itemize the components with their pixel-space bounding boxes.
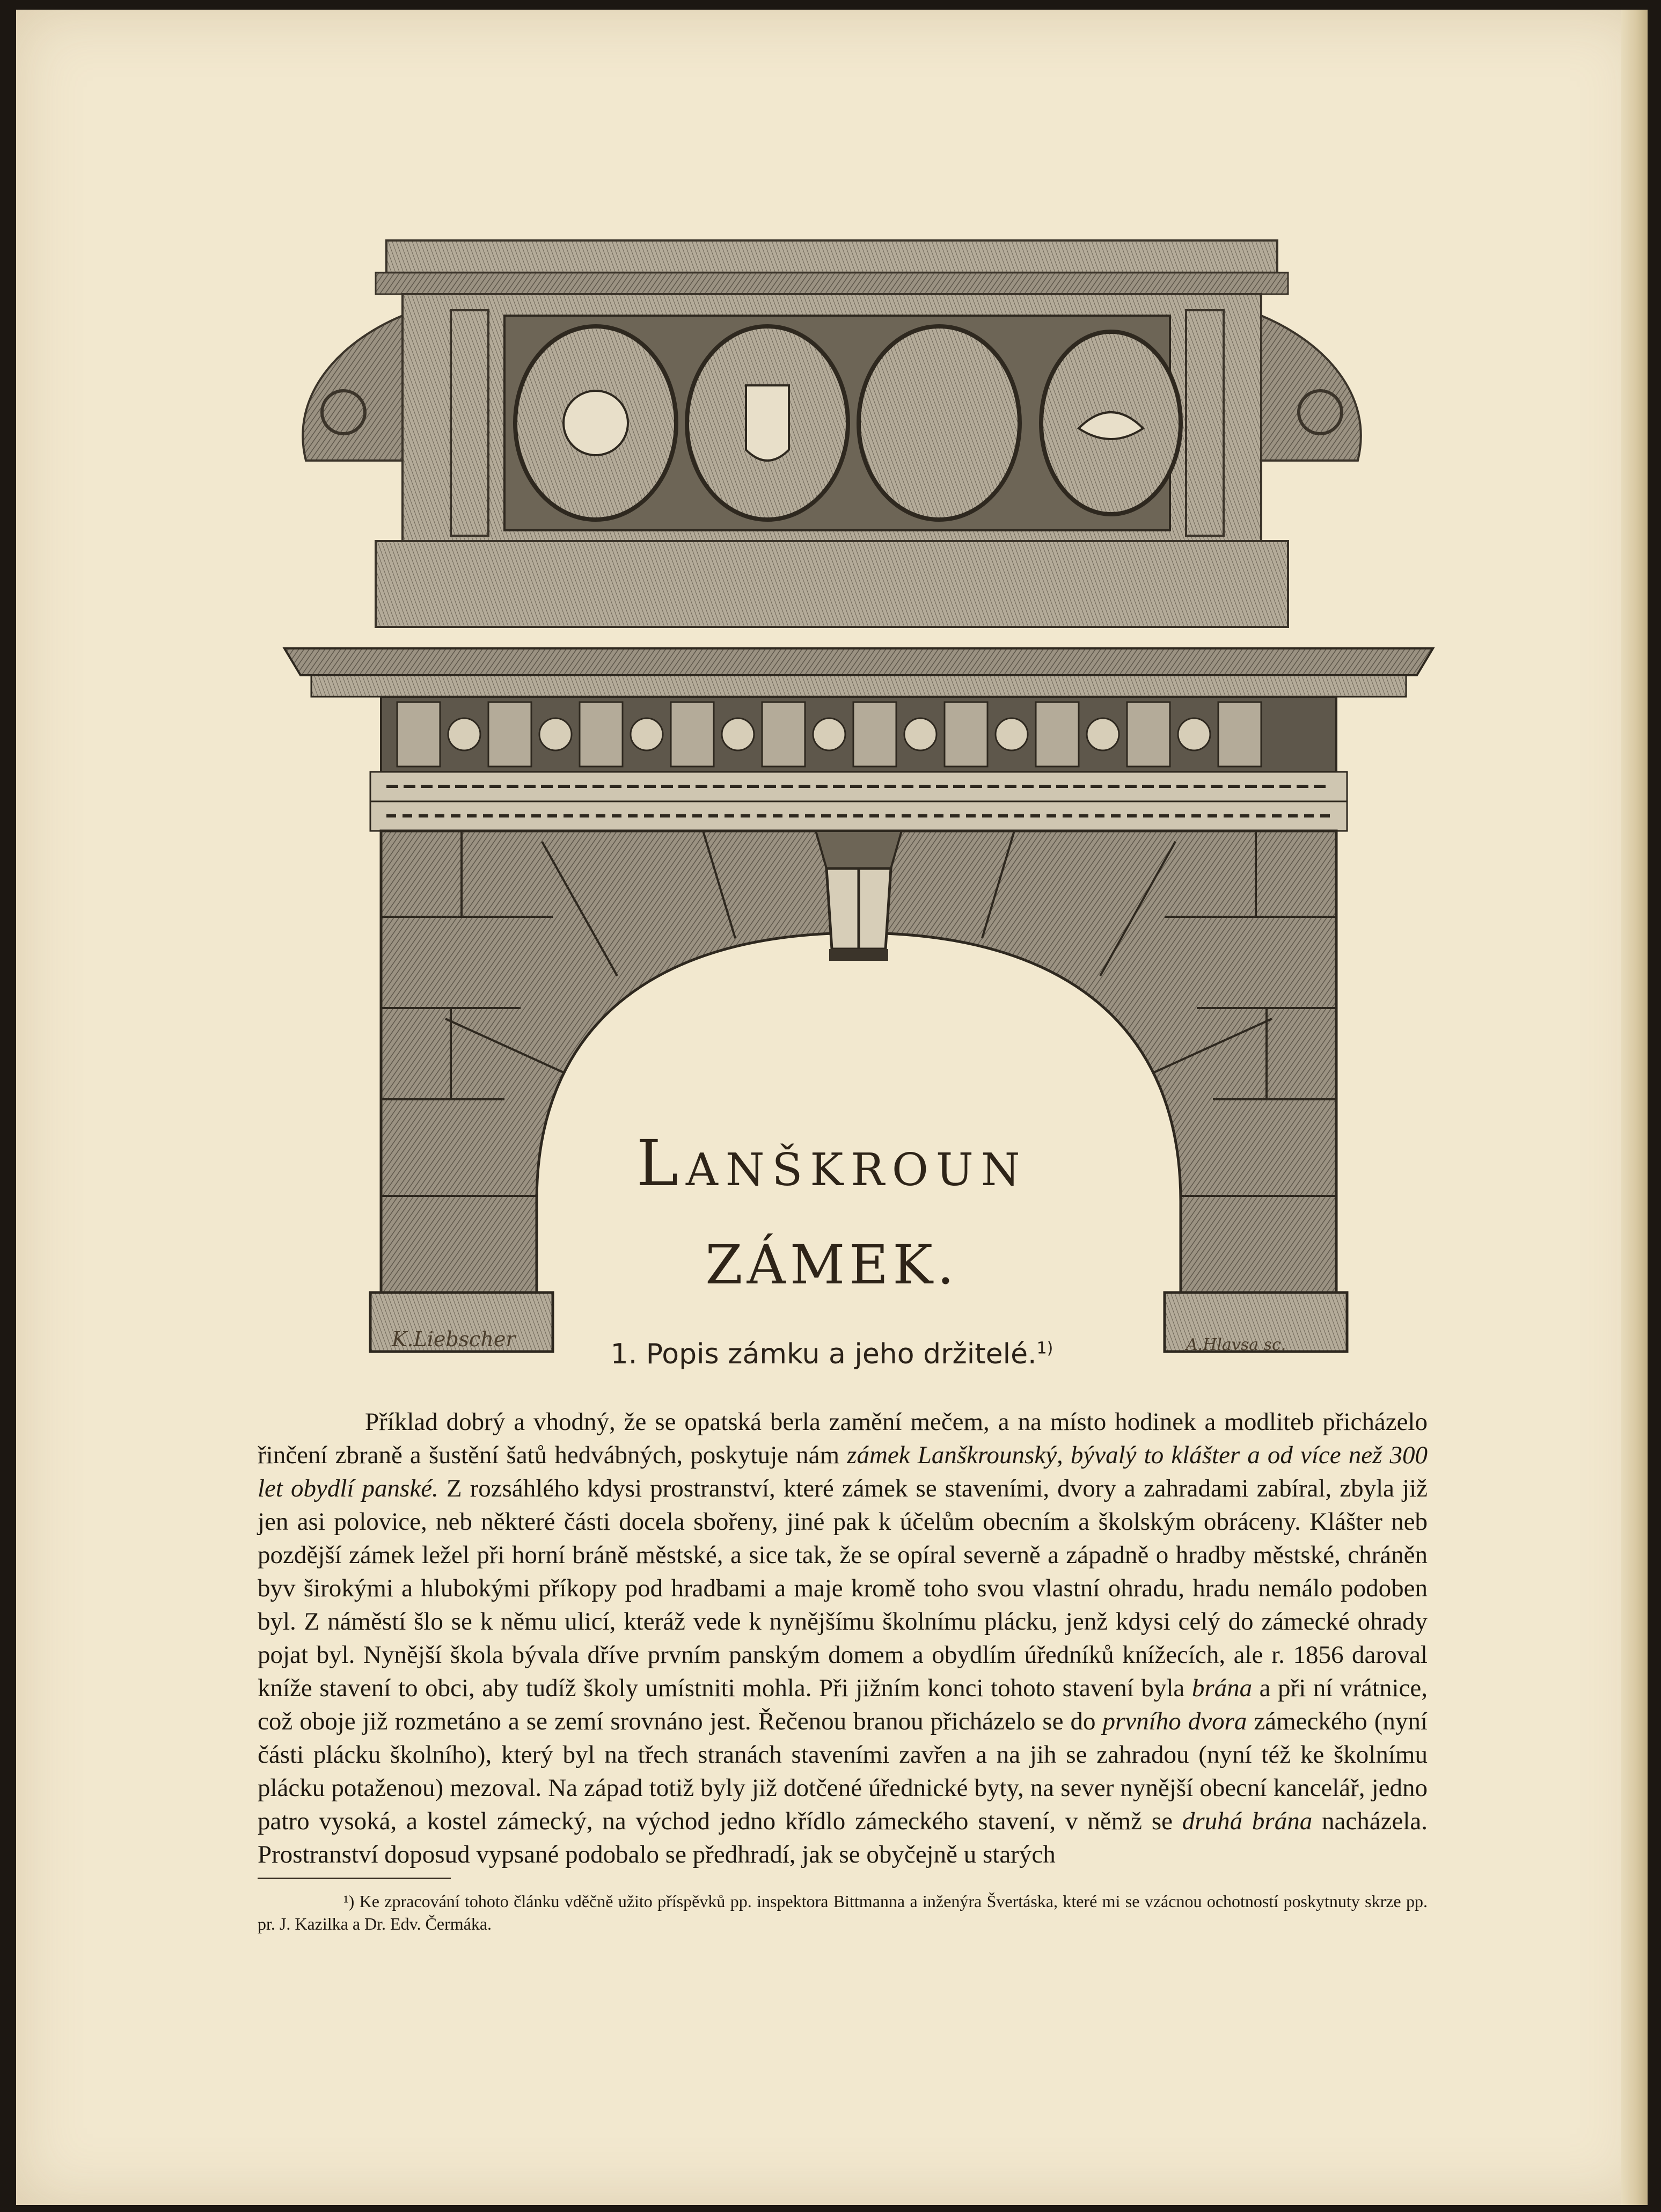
- body-text-segment: zámeckého (nyní části plácku školního), který byl na třech stranách staveními zavřen a na jih se zahradou (nyní též ke školnímu plácku potaženou) mezoval. Na západ totiž byly již dotčené úřednické byty, na sever nynější obecní kancelář, jedno patro vysoká, a kostel zámecký, na východ jedno křídlo zámeckého stavení, v němž se: [258, 1707, 1428, 1835]
- body-italic-segment: zámek Lanškrounský, bývalý to klášter a od více než 300 let obydlí panské.: [258, 1441, 1428, 1502]
- footnote: ¹) Ke zpracování tohoto článku vděčně užito příspěvků pp. inspektora Bittmanna a inženýra Švertáska, které mi se vzácnou ochotností poskytnuty skrze pp. pr. J. Kazilka a Dr. Edv. Čermáka.: [258, 1892, 1428, 1933]
- body-italic-segment: prvního dvora: [1102, 1707, 1247, 1735]
- section-heading: [16, 1338, 1648, 1370]
- body-text-segment: Příklad dobrý a vhodný, že se opatská berla zamění mečem, a na místo hodinek a modliteb přicházelo řinčení zbraně a šustění šatů hedvábných, poskytuje nám: [258, 1408, 1428, 1469]
- portal-engraving: [274, 235, 1444, 1389]
- footnote-mark: 1): [1036, 1339, 1053, 1358]
- plate-title: Lanškroun: [636, 1126, 1028, 1200]
- body-italic-segment: druhá brána: [1182, 1807, 1313, 1835]
- plate-subtitle: ZÁMEK.: [705, 1233, 958, 1296]
- footnote-rule: [258, 1878, 451, 1879]
- section-title: Popis zámku a jeho držitelé.: [646, 1338, 1037, 1370]
- body-italic-segment: brána: [1191, 1674, 1253, 1702]
- section-number: 1.: [610, 1338, 638, 1370]
- body-text-segment: nacházela. Prostranství doposud vypsané podobalo se předhradí, jak se obyčejně u starých: [258, 1807, 1428, 1868]
- body-text-segment: a při ní vrátnice, což oboje již rozmetáno a se zemí srovnáno jest. Řečenou branou přicházelo se do: [258, 1674, 1428, 1735]
- engraver-signature-right: A.Hlavsa sc.: [1186, 1335, 1286, 1354]
- book-page: [16, 10, 1648, 2205]
- engraver-signature-left: K.Liebscher: [392, 1327, 516, 1351]
- body-text-segment: Z rozsáhlého kdysi prostranství, které zámek se staveními, dvory a zahradami zabíral, zbyla již jen asi polovice, neb některé části docela sbořeny, jiné pak k účelům obecním a školským obráceny. Klášter neb pozdější zámek ležel při horní bráně městské, a sice tak, že se opíral severně a západně o hradby městské, chráněn byv širokými a hlubokými příkopy pod hradbami a maje kromě toho svou vlastní ohradu, hradu nemálo podoben byl. Z náměstí šlo se k němu ulicí, kteráž vede k nynějšímu školnímu plácku, jenž kdysi celý do zámecké ohrady pojat byl. Nynější škola bývala dříve prvním panským domem a obydlím úředníků knížecích, ale r. 1856 daroval kníže stavení to obci, aby tudíž školy umístniti mohla. Při jižním konci tohoto stavení byla: [258, 1474, 1428, 1702]
- body-paragraph: [258, 1405, 1428, 1871]
- page-spine-edge: [1621, 10, 1648, 2205]
